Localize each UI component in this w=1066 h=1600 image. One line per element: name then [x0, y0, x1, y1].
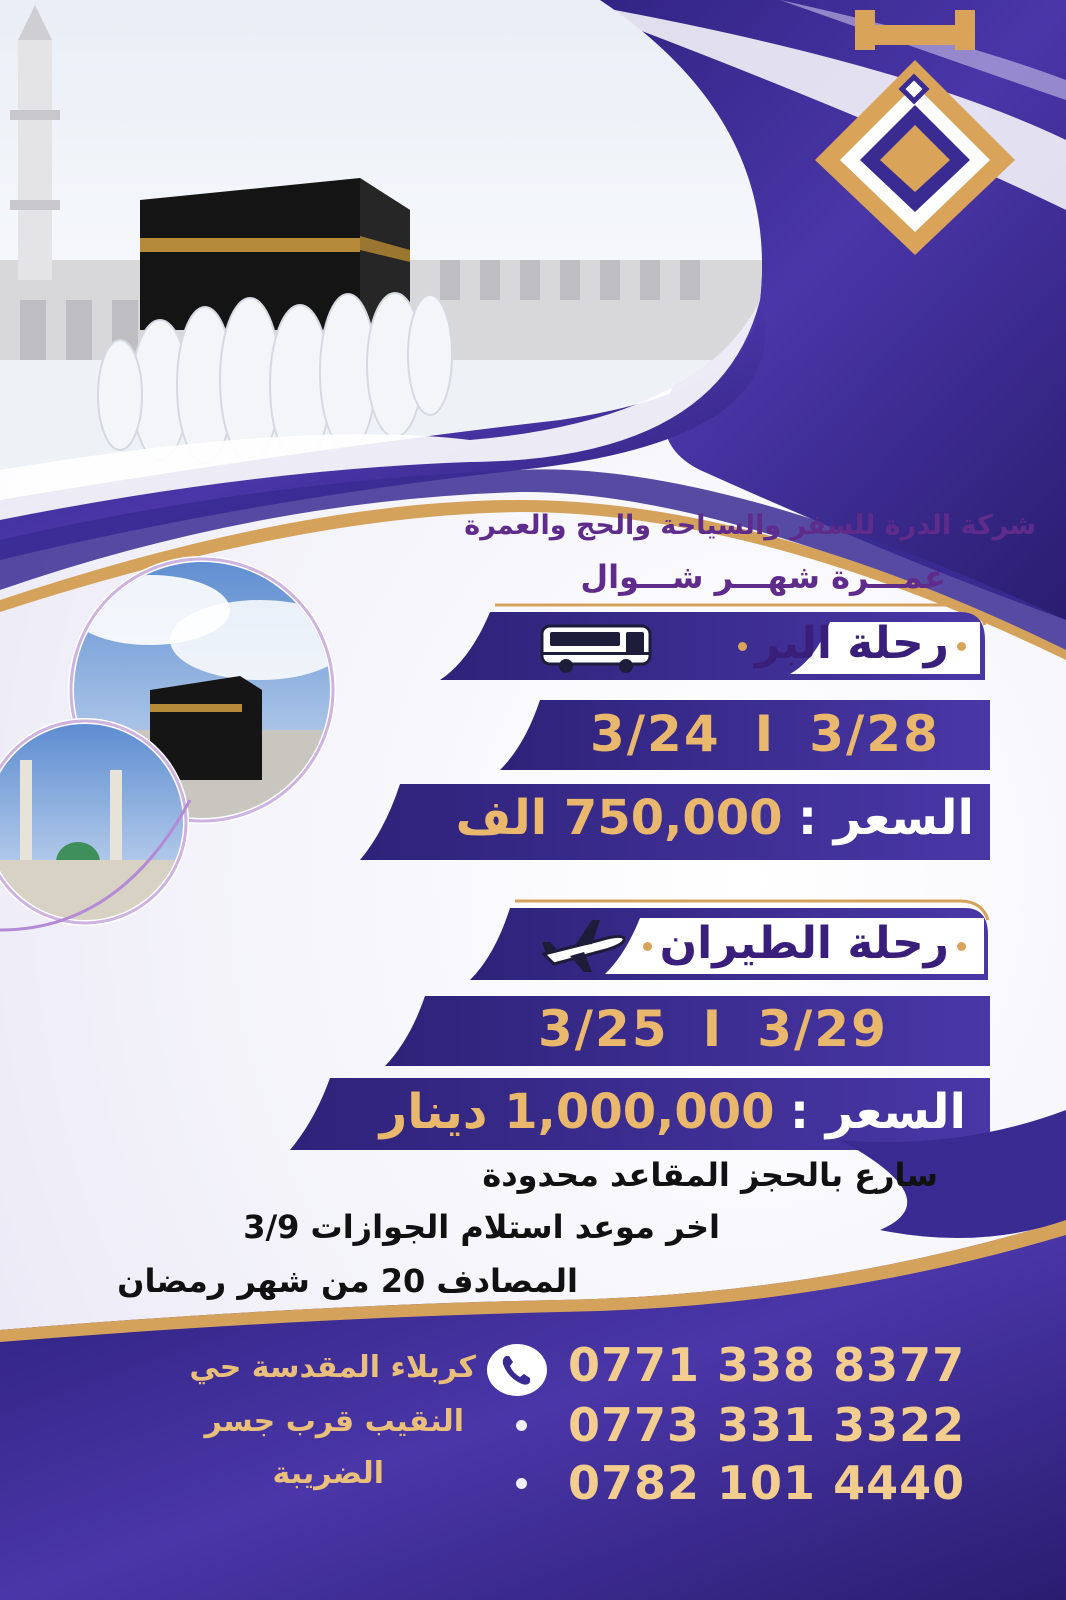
air-trip-title — [635, 918, 974, 969]
dot-icon — [643, 942, 652, 951]
bullet-icon — [516, 1420, 527, 1431]
phone-number-2[interactable]: 0773 331 3322 — [568, 1398, 966, 1452]
air-trip-price-value: 1,000,000 دينار — [379, 1084, 775, 1140]
land-trip-date-from: 3/24 — [590, 705, 721, 763]
dot-icon — [957, 642, 966, 651]
air-trip-dates — [538, 1000, 888, 1058]
air-trip-date-separator: I — [702, 1000, 724, 1058]
bus-icon — [540, 620, 656, 674]
address-line-3: الضريبة — [272, 1456, 384, 1491]
land-trip-date-separator: I — [754, 705, 776, 763]
phone-icon — [486, 1342, 548, 1398]
address-line-2: النقيب قرب جسر — [204, 1404, 464, 1439]
dot-icon — [738, 642, 747, 651]
land-trip-price — [456, 790, 974, 846]
land-trip-title-text: رحلة البر — [755, 618, 949, 669]
phone-number-1[interactable]: 0771 338 8377 — [568, 1338, 966, 1392]
air-trip-date-to: 3/29 — [757, 1000, 888, 1058]
air-trip-date-from: 3/25 — [538, 1000, 669, 1058]
subtitle: عمـــرة شهـــر شـــوال — [580, 558, 946, 596]
land-trip-price-label: السعر : — [797, 790, 974, 846]
bullet-icon — [516, 1478, 527, 1489]
air-trip-price-label: السعر : — [789, 1084, 966, 1140]
company-name: شركة الدرة للسفر والسياحة والحج والعمرة — [464, 510, 1036, 541]
land-trip-date-to: 3/28 — [809, 705, 940, 763]
note-passport-deadline: اخر موعد استلام الجوازات 3/9 — [243, 1208, 720, 1246]
note-booking: سارع بالحجز المقاعد محدودة — [482, 1156, 938, 1194]
phone-number-3[interactable]: 0782 101 4440 — [568, 1456, 966, 1510]
logo-emblem-icon — [800, 0, 1030, 260]
land-trip-price-value: 750,000 الف — [455, 790, 783, 846]
land-trip-dates — [590, 705, 940, 763]
note-ramadan-date: المصادف 20 من شهر رمضان — [117, 1262, 578, 1300]
air-trip-title-text: رحلة الطيران — [659, 918, 949, 969]
address-line-1: كربلاء المقدسة حي — [189, 1350, 476, 1385]
air-trip-price — [380, 1084, 966, 1140]
airplane-icon — [540, 914, 628, 976]
dot-icon — [957, 942, 966, 951]
land-trip-title — [730, 618, 974, 669]
